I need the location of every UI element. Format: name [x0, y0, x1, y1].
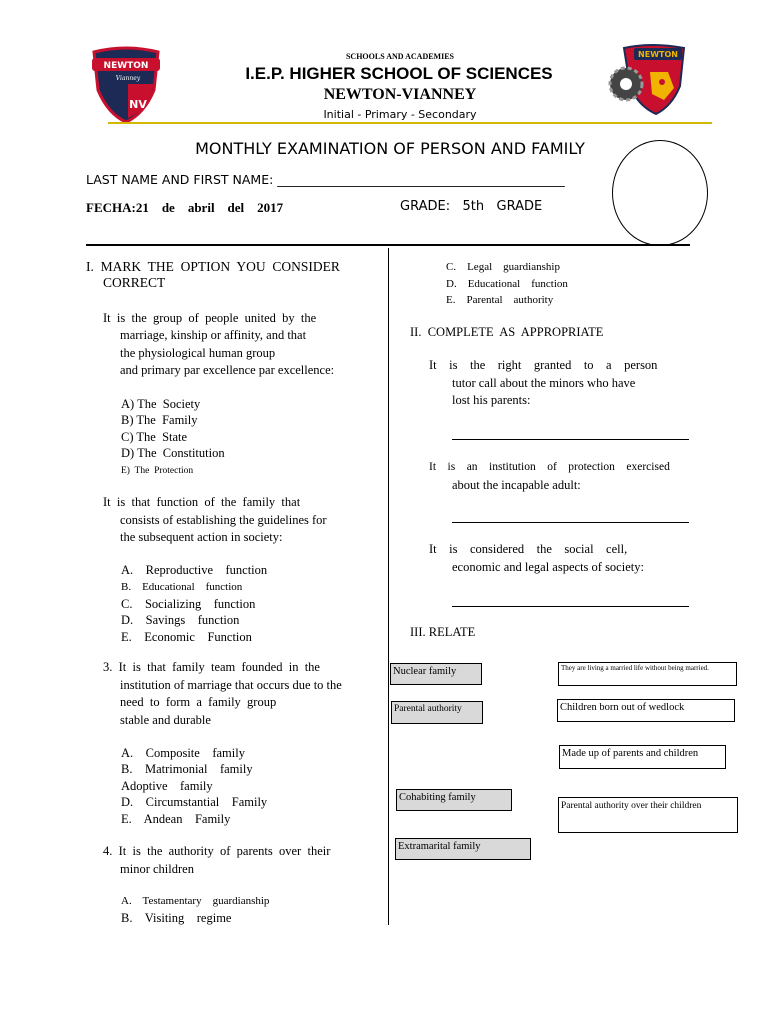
section3-heading: III. RELATE [410, 625, 476, 639]
relate-right-married-life[interactable]: They are living a married life without being married. [558, 662, 737, 686]
date-text: FECHA:21 de abril del 2017 [86, 200, 284, 215]
option: B. Matrimonial family [121, 762, 253, 777]
relate-right-parents-children[interactable]: Made up of parents and children [559, 745, 726, 769]
option: C. Socializing function [121, 596, 256, 611]
option: B. Visiting regime [121, 911, 232, 925]
answer-line-1[interactable] [452, 439, 689, 440]
relate-right-wedlock[interactable]: Children born out of wedlock [557, 699, 735, 722]
question-1: It is the group of people united by the marriage, kinship or affinity, and that the physiological human group and primary par excellence par excellence: [103, 311, 335, 377]
question-4-options-a[interactable] [121, 892, 269, 927]
section2-heading: II. COMPLETE AS APPROPRIATE [410, 325, 604, 339]
option: B. Educational function [121, 581, 243, 594]
name-blank: ______________________________________________ [277, 172, 565, 187]
grade-label: GRADE: [400, 199, 451, 214]
option: C. Legal guardianship [446, 261, 560, 273]
option: D) The Constitution [121, 445, 225, 460]
name-field[interactable] [86, 172, 565, 187]
question-3-options[interactable] [121, 745, 267, 827]
grade-field [400, 199, 542, 214]
relate-left-cohabiting[interactable]: Cohabiting family [396, 789, 512, 811]
svg-text:NEWTON: NEWTON [638, 50, 678, 59]
question-4-options-b[interactable] [446, 259, 568, 309]
title-rule [86, 244, 690, 246]
school-levels: Initial - Primary - Secondary [323, 108, 477, 121]
section1-heading: I. MARK THE OPTION YOU CONSIDER CORRECT [86, 259, 340, 290]
relate-left-parental[interactable]: Parental authority [391, 701, 483, 724]
complete-2: It is an institution of protection exercised about the incapable adult: [429, 461, 670, 492]
question-4: 4. It is the authority of parents over their minor children [103, 844, 331, 876]
question-3: 3. It is that family team founded in the institution of marriage that occurs due to the need to form a family group stable and durable [103, 660, 342, 727]
option: D. Educational function [446, 277, 568, 290]
option: A. Reproductive function [121, 563, 268, 577]
option: A. Composite family [121, 746, 245, 760]
supertitle: SCHOOLS AND ACADEMIES [345, 52, 455, 61]
relate-right-authority[interactable]: Parental authority over their children [558, 797, 738, 833]
relate-left-extramarital[interactable]: Extramarital family [395, 838, 531, 860]
option: Adoptive family [121, 778, 213, 793]
answer-line-3[interactable] [452, 606, 689, 607]
option: C) The State [121, 429, 188, 444]
grade-word: GRADE [496, 199, 543, 214]
header-rule [108, 122, 712, 124]
score-circle [612, 140, 708, 246]
option: E. Parental authority [446, 294, 554, 307]
option: E. Economic Function [121, 629, 252, 644]
grade-value: 5th [462, 199, 485, 214]
svg-text:NV: NV [129, 98, 147, 111]
relate-left-nuclear[interactable]: Nuclear family [390, 663, 482, 685]
name-label: LAST NAME AND FIRST NAME: [86, 172, 278, 187]
complete-3: It is considered the social cell, economic and legal aspects of society: [429, 542, 644, 574]
school-logo-right [604, 42, 694, 118]
column-divider [388, 248, 389, 925]
option: D. Circumstantial Family [121, 795, 268, 810]
question-1-options[interactable] [121, 396, 225, 479]
option: D. Savings function [121, 613, 240, 628]
svg-text:Vianney: Vianney [115, 75, 141, 82]
option: E) The Protection [121, 466, 194, 477]
option: E. Andean Family [121, 811, 231, 826]
option: B) The Family [121, 413, 198, 428]
exam-title: MONTHLY EXAMINATION OF PERSON AND FAMILY [195, 139, 585, 158]
option: A) The Society [121, 397, 201, 411]
school-subname: NEWTON-VIANNEY [323, 86, 477, 103]
question-2: It is that function of the family that consists of establishing the guidelines for the subsequent action in society: [103, 495, 327, 544]
option: A. Testamentary guardianship [121, 895, 270, 907]
svg-text:NEWTON: NEWTON [103, 61, 149, 71]
school-name: I.E.P. HIGHER SCHOOL OF SCIENCES [245, 64, 553, 83]
complete-1: It is the right granted to a person tutor call about the minors who have lost his parents: [429, 358, 658, 407]
answer-line-2[interactable] [452, 522, 689, 523]
question-2-options[interactable] [121, 562, 267, 645]
